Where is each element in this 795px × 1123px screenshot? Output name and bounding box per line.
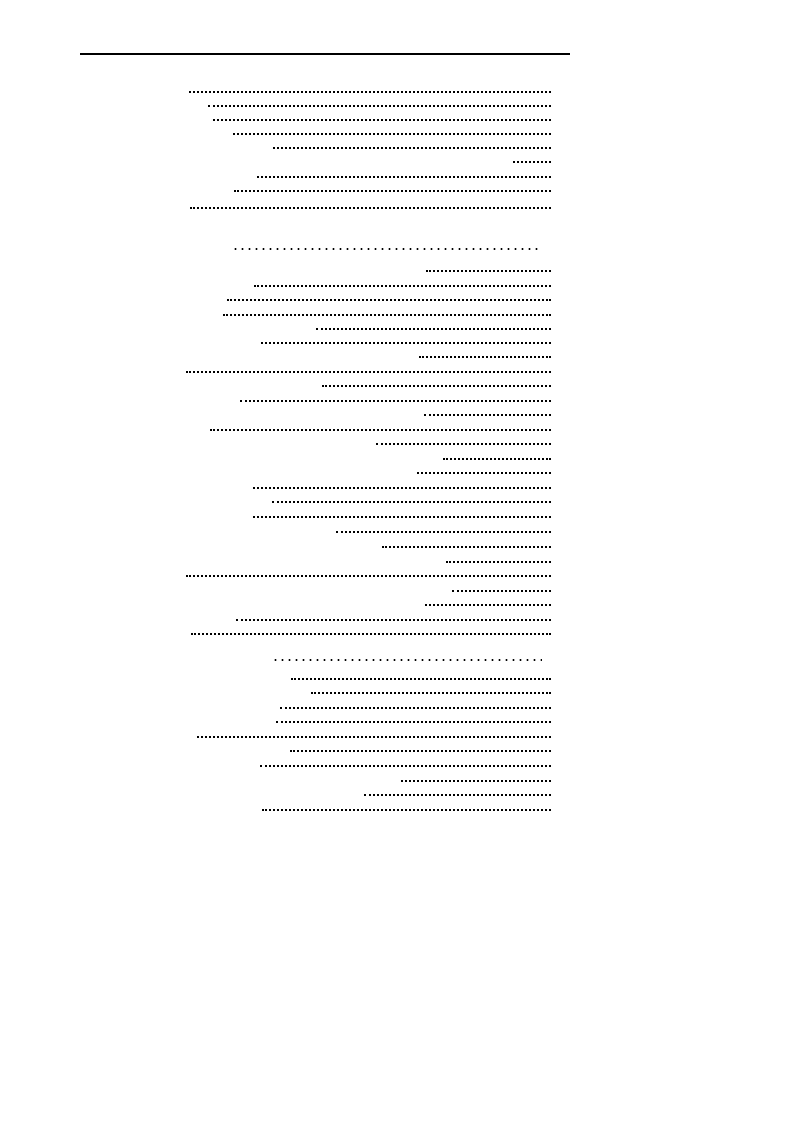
leader-3-4 bbox=[276, 721, 551, 723]
leader-3-5 bbox=[197, 736, 551, 738]
leader-2-22 bbox=[186, 575, 551, 577]
leader-1-3 bbox=[213, 119, 551, 121]
leader-2-14 bbox=[443, 458, 551, 460]
leader-2-16 bbox=[253, 487, 551, 489]
leader-2-17 bbox=[272, 501, 551, 503]
leader-2-21 bbox=[446, 561, 551, 563]
leader-2-26 bbox=[191, 633, 551, 635]
leader-3-7 bbox=[260, 765, 551, 767]
leader-2-12 bbox=[210, 429, 551, 431]
leader-2-15 bbox=[417, 472, 551, 474]
leader-3-6 bbox=[290, 750, 551, 752]
leader-3-2 bbox=[311, 692, 551, 694]
leader-2-24 bbox=[425, 604, 551, 606]
leader-3-10 bbox=[262, 809, 551, 811]
leader-3-9 bbox=[364, 794, 551, 796]
leader-2-2 bbox=[254, 285, 551, 287]
leader-2-8 bbox=[186, 371, 551, 373]
leader-2-6 bbox=[261, 342, 551, 344]
leader-2-13 bbox=[376, 443, 551, 445]
leader-2-1 bbox=[426, 270, 551, 272]
leader-2-4 bbox=[223, 314, 551, 316]
leader-2-11 bbox=[424, 414, 551, 416]
leader-1-7 bbox=[257, 176, 551, 178]
leader-2-9 bbox=[322, 385, 551, 387]
leader-2-25 bbox=[236, 619, 551, 621]
leader-1-5 bbox=[273, 147, 551, 149]
leader-2-3 bbox=[227, 299, 551, 301]
leader-1-9 bbox=[190, 207, 551, 209]
leader-2-5 bbox=[316, 328, 551, 330]
leader-2-20 bbox=[382, 546, 551, 548]
section-3-heading-leader bbox=[272, 659, 542, 661]
leader-3-3 bbox=[280, 707, 551, 709]
leader-2-18 bbox=[253, 516, 551, 518]
leader-1-2 bbox=[208, 105, 551, 107]
leader-2-19 bbox=[336, 531, 551, 533]
leader-3-1 bbox=[291, 678, 551, 680]
section-2-heading-leader bbox=[232, 248, 542, 250]
leader-1-8 bbox=[234, 190, 551, 192]
leader-1-4 bbox=[233, 133, 551, 135]
top-rule bbox=[80, 53, 570, 55]
leader-3-8 bbox=[401, 780, 551, 782]
leader-2-7 bbox=[419, 356, 551, 358]
leader-2-10 bbox=[240, 400, 551, 402]
leader-1-1 bbox=[189, 91, 551, 93]
leader-2-23 bbox=[452, 590, 551, 592]
leader-1-6 bbox=[513, 161, 551, 163]
